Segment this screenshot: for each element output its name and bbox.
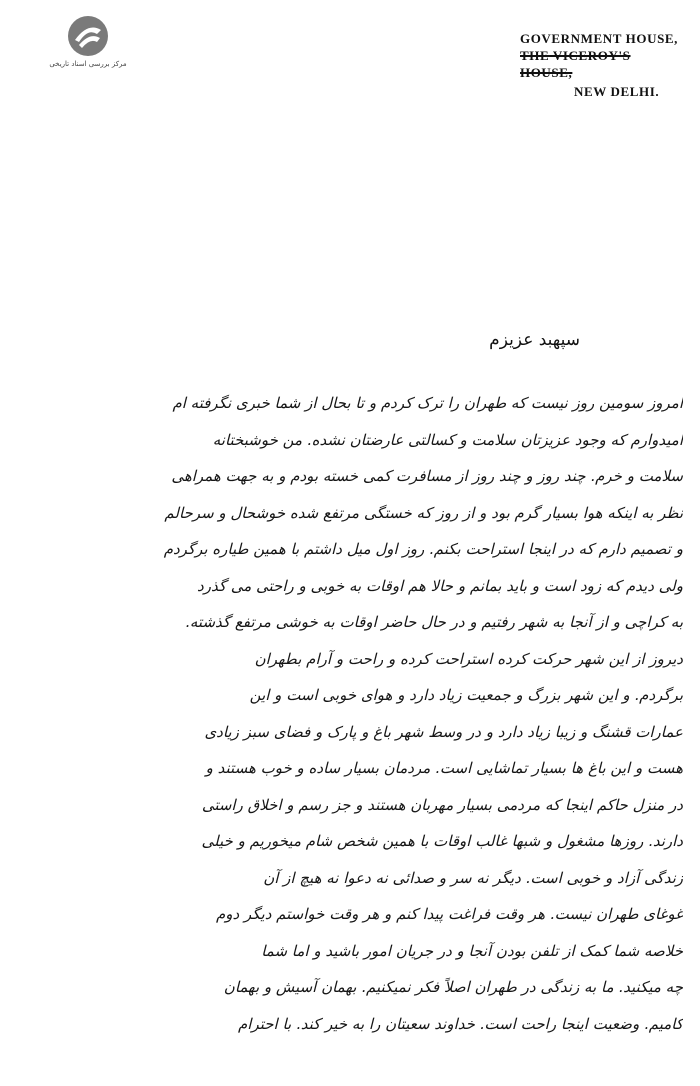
letter-line: نظر به اینکه هوا بسیار گرم بود و از روز که خستگی مرتفع شده خوشحال و سرحالم (164, 503, 683, 522)
archive-logo (18, 14, 158, 74)
letter-line: غوغای طهران نیست. هر وقت فراغت پیدا کنم و هر وقت خواستم دیگر دوم (216, 905, 683, 923)
letter-line: خلاصه شما کمک از تلفن بودن آنجا و در جریان امور باشید و اما شما (261, 941, 683, 960)
letter-line: امیدوارم که وجود عزیزتان سلامت و کسالتی عارضتان نشده. من خوشبختانه (212, 430, 683, 449)
letter-line: عمارات قشنگ و زیبا زیاد دارد و در وسط شهر باغ و پارک و فضای سبز زیادی (204, 722, 683, 741)
letter-body (28, 385, 683, 1042)
letter-line: دارند. روزها مشغول و شبها غالب اوقات با همین شخص شام میخوریم و خیلی (201, 832, 683, 850)
letter-line: ولی دیدم که زود است و باید بمانم و حالا هم اوقات به خوبی و راحتی می گذرد (197, 576, 683, 595)
letter-line: هست و این باغ ها بسیار تماشایی است. مردمان بسیار ساده و خوب هستند و (205, 759, 683, 777)
letter-line: امروز سومین روز نیست که طهران را ترک کردم و تا بحال از شما خبری نگرفته ام (172, 394, 683, 412)
letter-line: زندگی آزاد و خوبی است. دیگر نه سر و صدائی نه دعوا نه هیچ از آن (263, 868, 683, 887)
letter-line: و تصمیم دارم که در اینجا استراحت بکنم. روز اول میل داشتم با همین طیاره برگردم (163, 540, 683, 558)
letter-line: برگردم. و این شهر بزرگ و جمعیت زیاد دارد و هوای خوبی است و این (249, 686, 683, 704)
archive-seal-icon (66, 14, 110, 58)
letterhead-line-3: NEW DELHI. (574, 84, 660, 99)
letter-salutation: سپهبد عزیزم (489, 330, 580, 350)
letter-line: در منزل حاکم اینجا که مردمی بسیار مهربان هستند و جز رسم و اخلاق راستی (201, 795, 683, 814)
archive-logo-text: مرکز بررسی اسناد تاریخی (49, 60, 127, 68)
letter-line: دیروز از این شهر حرکت کرده استراحت کرده و راحت و آرام بطهران (254, 649, 683, 668)
letter-line: به کراچی و از آنجا به شهر رفتیم و در حال حاضر اوقات به خوشی مرتفع گذشته. (185, 613, 683, 631)
letterhead-line-1: GOVERNMENT HOUSE, (520, 31, 679, 46)
letter-line: سلامت و خرم. چند روز و چند روز از مسافرت کمی خسته بودم و به جهت همراهی (171, 467, 683, 485)
letterhead (516, 30, 686, 100)
letterhead-line-2-struck: THE VICEROY'S HOUSE, (520, 48, 631, 80)
letter-line: چه میکنید. ما به زندگی در طهران اصلاً فکر نمیکنیم. بهمان آسیش و بهمان (223, 978, 683, 996)
letter-line: کامیم. وضعیت اینجا راحت است. خداوند سعیتان را به خیر کند. با احترام (238, 1014, 683, 1033)
